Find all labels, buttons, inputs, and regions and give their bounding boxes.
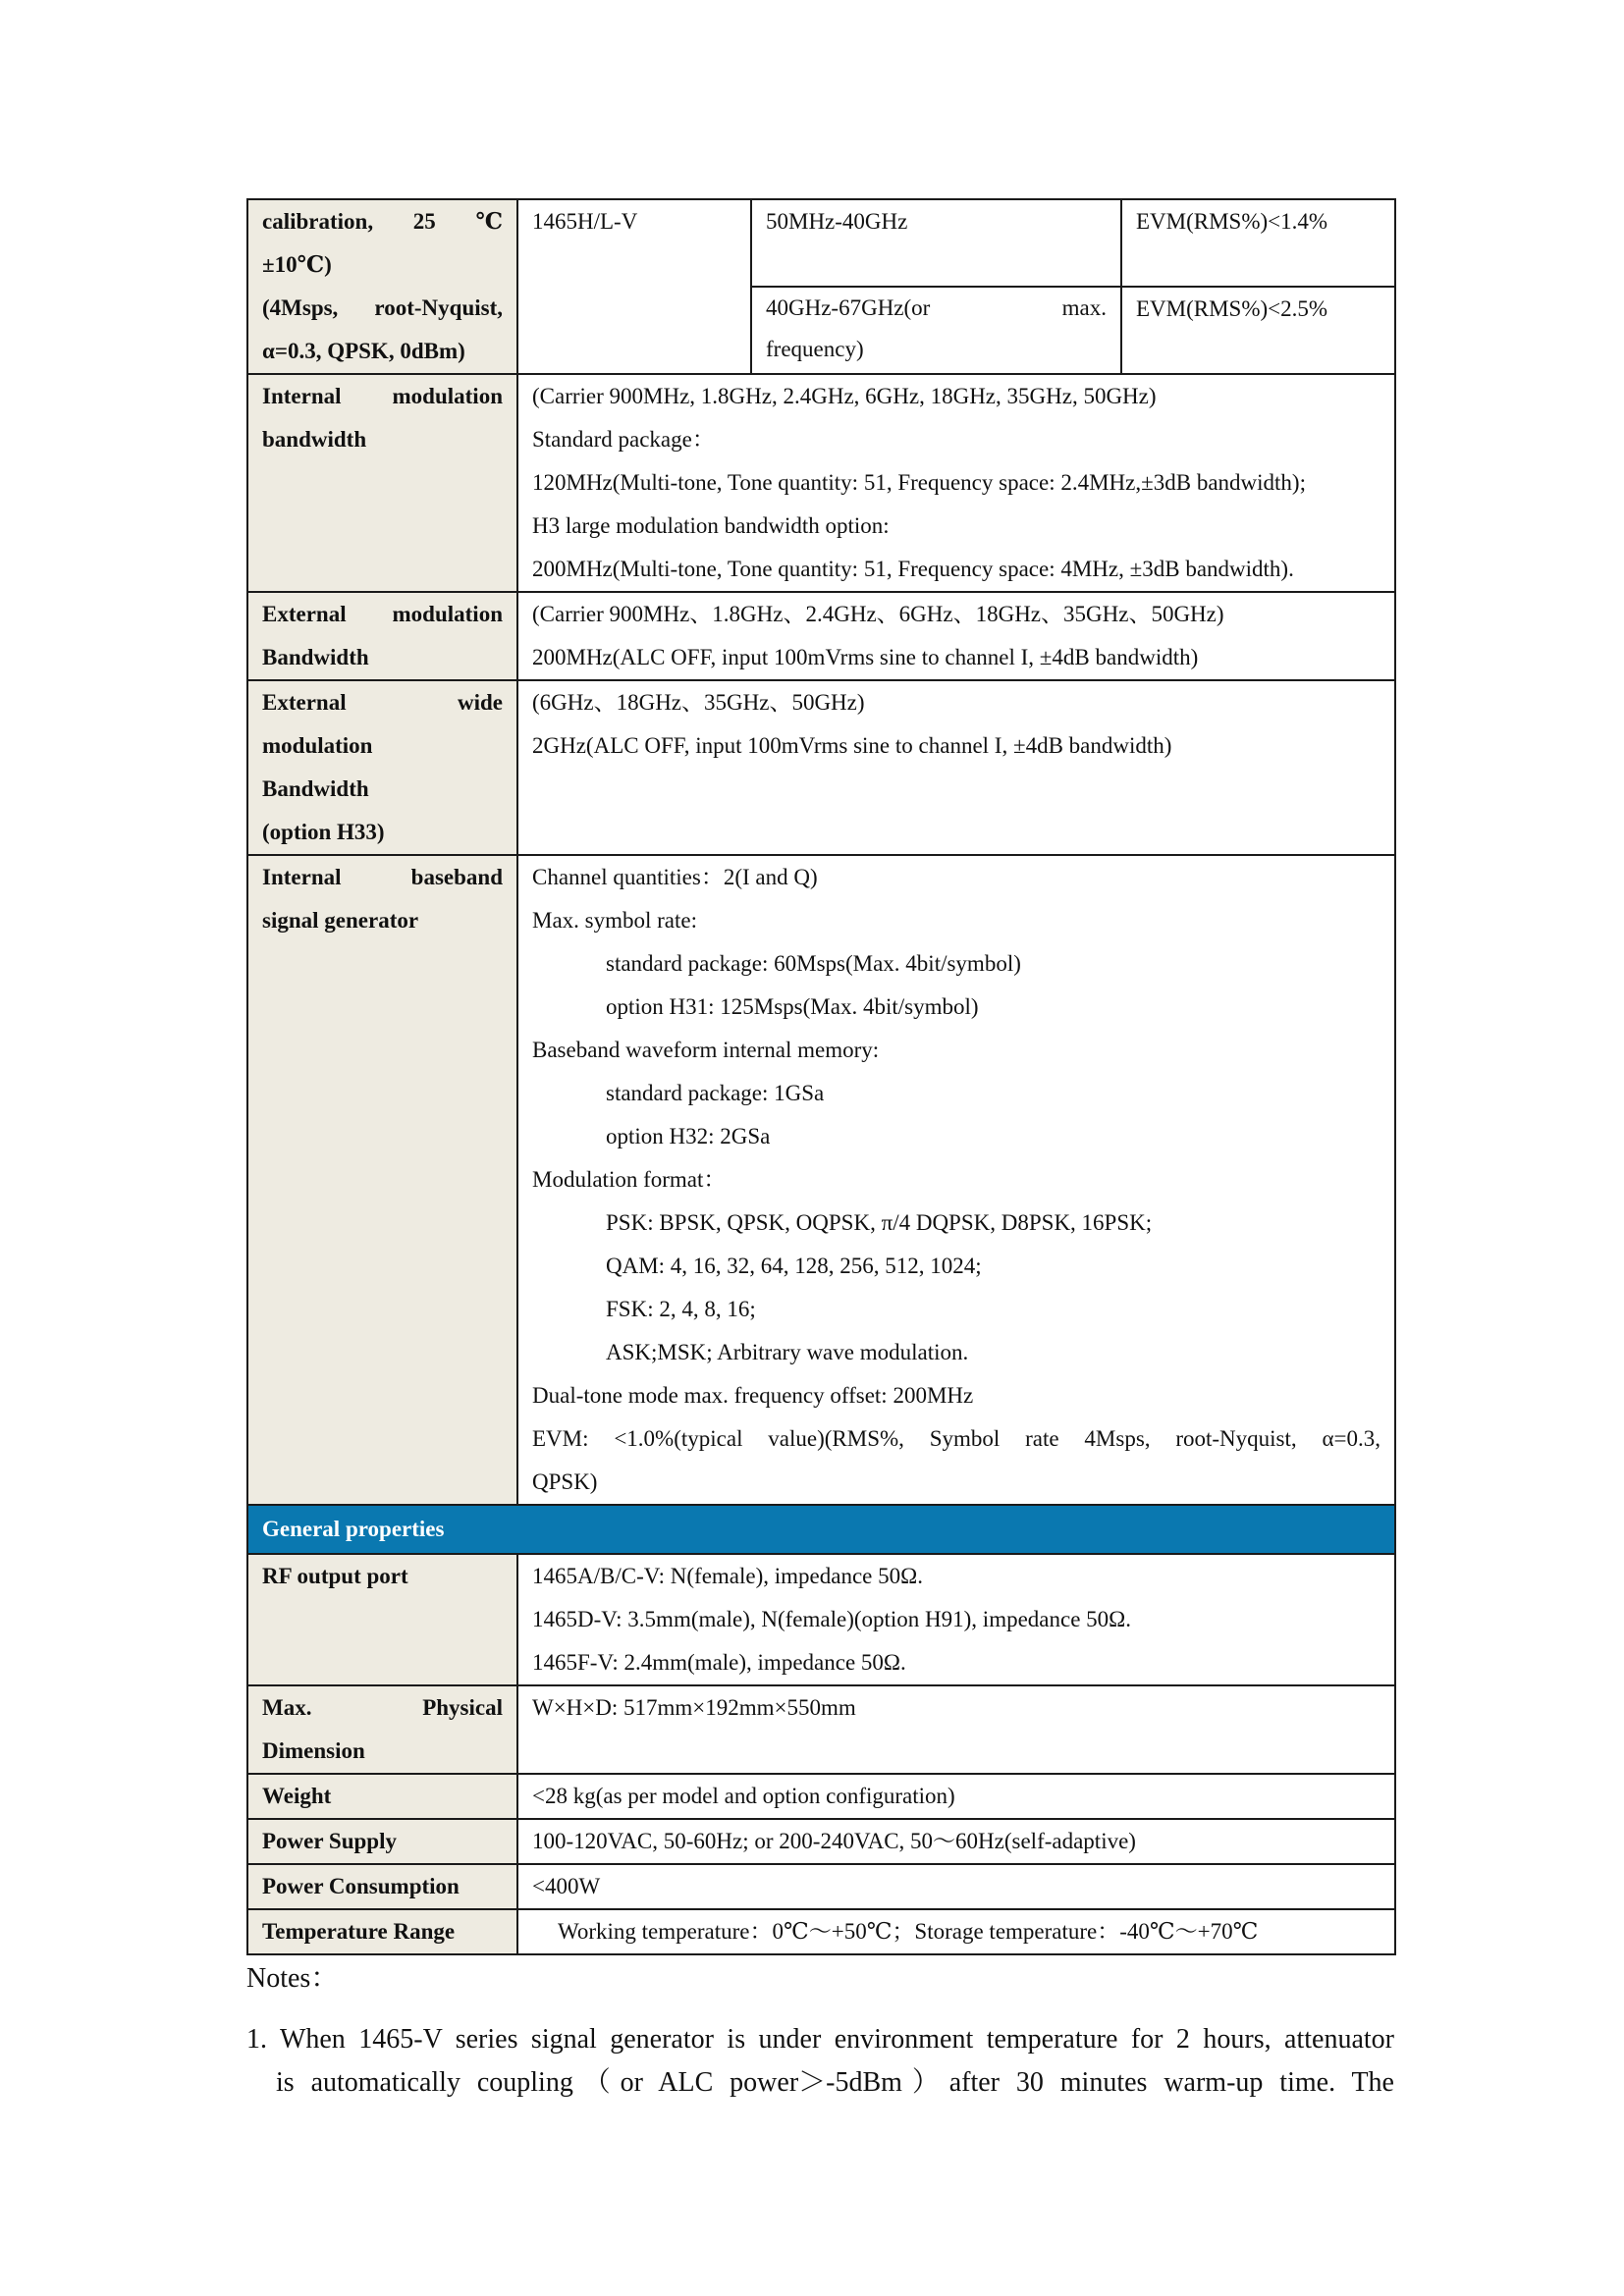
row-value	[517, 680, 1395, 855]
freq-line: 40GHz-67GHz(or	[766, 295, 931, 320]
evm-row	[247, 199, 1395, 287]
value-line: QPSK)	[532, 1469, 598, 1494]
row-value: <28 kg(as per model and option configuration)	[517, 1774, 1395, 1819]
spec-row	[247, 1864, 1395, 1909]
value-line: (6GHz、18GHz、35GHz、50GHz)	[532, 690, 865, 715]
row-value	[517, 855, 1395, 1505]
spec-row	[247, 1909, 1395, 1954]
label-line: Bandwidth	[262, 645, 369, 669]
freq-line: max.	[1061, 295, 1107, 320]
freq-line: frequency)	[766, 337, 864, 361]
value-line: (Carrier 900MHz, 1.8GHz, 2.4GHz, 6GHz, 18GHz, 35GHz, 50GHz)	[532, 384, 1157, 408]
evm-value: EVM(RMS%)<2.5%	[1121, 287, 1395, 374]
spec-row	[247, 374, 1395, 592]
label-line: bandwidth	[262, 427, 367, 452]
row-value: 100-120VAC, 50-60Hz; or 200-240VAC, 50～60Hz(self-adaptive)	[517, 1819, 1395, 1864]
label-line: Max. Physical	[262, 1695, 503, 1720]
row-label	[247, 592, 517, 680]
evm-label	[247, 199, 517, 374]
value-line: W×H×D: 517mm×192mm×550mm	[532, 1695, 856, 1720]
label-line: calibration, 25 ℃	[262, 209, 503, 234]
row-value	[517, 592, 1395, 680]
value-line: (Carrier 900MHz、1.8GHz、2.4GHz、6GHz、18GHz、35GHz、50GHz)	[532, 602, 1224, 626]
section-header: General properties	[247, 1505, 1395, 1554]
label-line: External wide	[262, 690, 503, 715]
value-line: 2GHz(ALC OFF, input 100mVrms sine to channel I, ±4dB bandwidth)	[532, 733, 1172, 758]
label-line: Dimension	[262, 1738, 365, 1763]
value-line: 120MHz(Multi-tone, Tone quantity: 51, Frequency space: 2.4MHz,±3dB bandwidth);	[532, 470, 1306, 495]
value-line: option H32: 2GSa	[606, 1124, 771, 1148]
value-line: 1465F-V: 2.4mm(male), impedance 50Ω.	[532, 1650, 906, 1675]
row-value: Working temperature：0℃～+50℃；Storage temperature：-40℃～+70℃	[517, 1909, 1395, 1954]
value-line: QAM: 4, 16, 32, 64, 128, 256, 512, 1024;	[606, 1254, 982, 1278]
note-line: 1. When 1465-V series signal generator is under environment temperature for 2 hours, attenuator	[246, 2024, 1394, 2055]
value-line: standard package: 1GSa	[606, 1081, 825, 1105]
value-line: EVM: <1.0%(typical value)(RMS%, Symbol rate 4Msps, root-Nyquist, α=0.3,	[532, 1426, 1380, 1451]
row-label: Power Supply	[247, 1819, 517, 1864]
value-line: 200MHz(ALC OFF, input 100mVrms sine to channel I, ±4dB bandwidth)	[532, 645, 1199, 669]
row-label	[247, 1554, 517, 1685]
value-line: Max. symbol rate:	[532, 908, 697, 933]
label-line: Bandwidth	[262, 776, 369, 801]
evm-model: 1465H/L-V	[517, 199, 751, 374]
row-label	[247, 680, 517, 855]
value-line: 1465D-V: 3.5mm(male), N(female)(option H91), impedance 50Ω.	[532, 1607, 1132, 1631]
label-line: External modulation	[262, 602, 503, 626]
row-label	[247, 374, 517, 592]
spec-row	[247, 592, 1395, 680]
value-line: H3 large modulation bandwidth option:	[532, 513, 890, 538]
evm-freq-range: 50MHz-40GHz	[751, 199, 1121, 287]
note-item	[246, 2018, 1394, 2105]
row-value	[517, 1685, 1395, 1774]
value-line: Channel quantities：2(I and Q)	[532, 865, 818, 889]
spec-row	[247, 855, 1395, 1505]
row-value: <400W	[517, 1864, 1395, 1909]
value-line: PSK: BPSK, QPSK, OQPSK, π/4 DQPSK, D8PSK, 16PSK;	[606, 1210, 1153, 1235]
row-value	[517, 1554, 1395, 1685]
spec-row	[247, 1685, 1395, 1774]
label-line: ±10℃)	[262, 252, 332, 277]
label-line: RF output port	[262, 1564, 408, 1588]
label-line: modulation	[262, 733, 373, 758]
label-line: signal generator	[262, 908, 419, 933]
row-label	[247, 1685, 517, 1774]
label-line: Internal modulation	[262, 384, 503, 408]
row-label: Weight	[247, 1774, 517, 1819]
label-line: α=0.3, QPSK, 0dBm)	[262, 339, 465, 363]
spec-row	[247, 1774, 1395, 1819]
value-line: 200MHz(Multi-tone, Tone quantity: 51, Frequency space: 4MHz, ±3dB bandwidth).	[532, 557, 1294, 581]
spec-row	[247, 1554, 1395, 1685]
label-line: Internal baseband	[262, 865, 503, 889]
section-header-row	[247, 1505, 1395, 1554]
row-label: Temperature Range	[247, 1909, 517, 1954]
value-line: option H31: 125Msps(Max. 4bit/symbol)	[606, 994, 979, 1019]
spec-table	[246, 198, 1396, 1955]
value-line: standard package: 60Msps(Max. 4bit/symbol)	[606, 951, 1021, 976]
row-label	[247, 855, 517, 1505]
value-line: Dual-tone mode max. frequency offset: 200MHz	[532, 1383, 974, 1408]
evm-freq-range	[751, 287, 1121, 374]
spec-row	[247, 680, 1395, 855]
value-line: ASK;MSK; Arbitrary wave modulation.	[606, 1340, 969, 1364]
value-line: FSK: 2, 4, 8, 16;	[606, 1297, 756, 1321]
value-line: Baseband waveform internal memory:	[532, 1038, 880, 1062]
value-line: Standard package：	[532, 427, 715, 452]
notes-title: Notes：	[246, 1963, 339, 1994]
note-line: is automatically coupling（or ALC power＞-5dBm）after 30 minutes warm-up time. The	[276, 2067, 1394, 2098]
evm-value: EVM(RMS%)<1.4%	[1121, 199, 1395, 287]
row-value	[517, 374, 1395, 592]
label-line: (4Msps, root-Nyquist,	[262, 295, 503, 320]
label-line: (option H33)	[262, 820, 385, 844]
value-line: 1465A/B/C-V: N(female), impedance 50Ω.	[532, 1564, 923, 1588]
value-line: Modulation format：	[532, 1167, 727, 1192]
spec-row	[247, 1819, 1395, 1864]
row-label: Power Consumption	[247, 1864, 517, 1909]
